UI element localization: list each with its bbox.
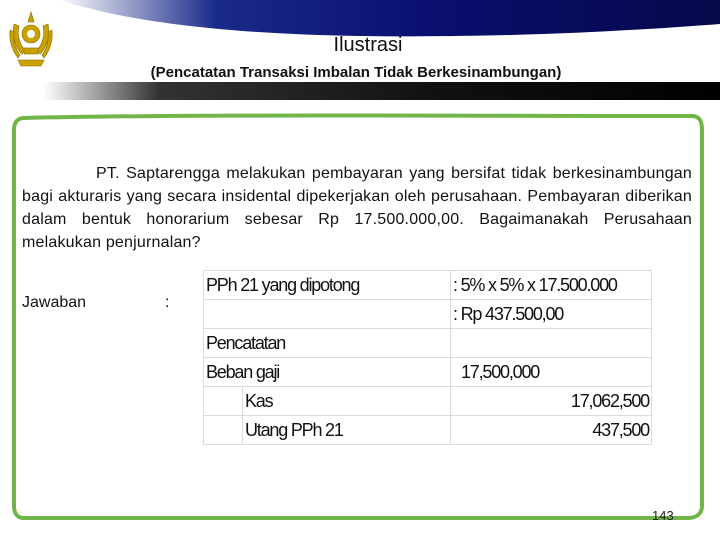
table-row	[204, 329, 652, 358]
journal-table	[203, 270, 652, 445]
pph-amount-cell: : Rp 437.500,00	[451, 300, 652, 329]
pph-label-cell: PPh 21 yang dipotong	[204, 271, 451, 300]
utang-pph-credit-cell: 437,500	[451, 416, 652, 445]
slide-subtitle: (Pencatatan Transaksi Imbalan Tidak Berkesinambungan)	[150, 64, 562, 81]
empty-cell	[451, 329, 652, 358]
utang-pph-cell: Utang PPh 21	[243, 416, 451, 445]
pencatatan-cell: Pencatatan	[204, 329, 451, 358]
problem-paragraph	[22, 162, 692, 254]
beban-gaji-debit-cell: 17,500,000	[451, 358, 652, 387]
table-row	[204, 416, 652, 445]
answer-label: Jawaban	[22, 294, 87, 311]
table-row	[204, 358, 652, 387]
pph-formula-cell: : 5% x 5% x 17.500.000	[451, 271, 652, 300]
table-row	[204, 300, 652, 329]
empty-cell	[204, 416, 243, 445]
table-row	[204, 271, 652, 300]
problem-text: PT. Saptarengga melakukan pembayaran yang bersifat tidak berkesinambungan bagi akturaris yang secara insidental dipekerjakan oleh perusahaan. Pembayaran diberikan dalam bentuk honorarium sebesar Rp 17.500.000,00. Bagaimanakah Perusahaan melakukan penjurnalan?	[22, 165, 692, 251]
answer-colon: :	[165, 294, 170, 311]
slide-title: Ilustrasi	[333, 34, 403, 56]
empty-cell	[204, 300, 451, 329]
kas-credit-cell: 17,062,500	[451, 387, 652, 416]
page-number: 143	[652, 508, 674, 523]
kas-cell: Kas	[243, 387, 451, 416]
empty-cell	[204, 387, 243, 416]
beban-gaji-cell: Beban gaji	[204, 358, 451, 387]
table-row	[204, 387, 652, 416]
